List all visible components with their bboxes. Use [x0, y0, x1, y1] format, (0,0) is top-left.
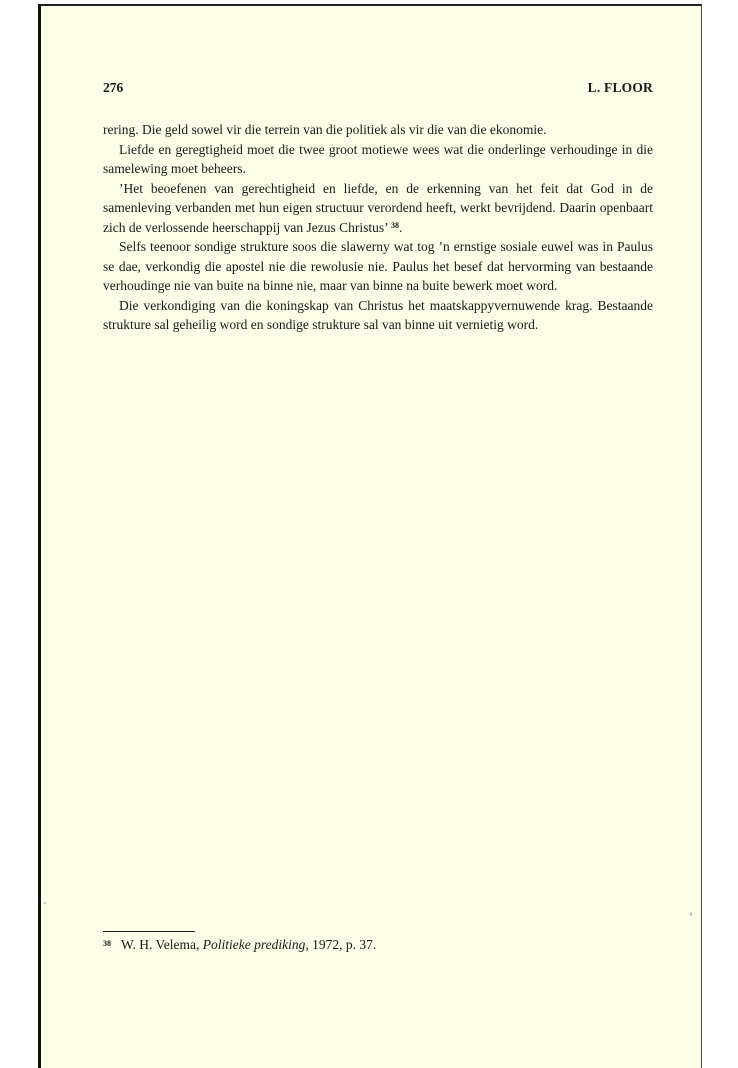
footnote-author: W. H. Velema, [121, 937, 200, 952]
footnote-reference: 38 [391, 220, 400, 230]
paragraph-4: Selfs teenoor sondige strukture soos die slawerny wat tog ’n ernstige sosiale euwel was in Paulus se dae, verkondig die apostel nie die rewolusie nie. Paulus het besef dat hervorming van bestaande verhoudinge nie van buite na binne nie, maar van binne na buite bewerk moet word. [103, 239, 653, 293]
paragraph-2: Liefde en geregtigheid moet die twee groot motiewe wees wat die onderlinge verhoudinge in die samelewing moet beheers. [103, 141, 653, 176]
paragraph-5: Die verkondiging van die koningskap van Christus het maatskappyvernuwende krag. Bestaande strukture sal geheilig word en sondige strukture sal van binne uit vernietig word. [103, 297, 653, 332]
scan-speck [690, 912, 692, 916]
paragraph-3 [103, 179, 653, 238]
quotation-end: . [399, 219, 403, 235]
footnote-rule [103, 931, 195, 932]
paragraph-1: rering. Die geld sowel vir die terrein van die politiek als vir die van die ekonomie. [103, 122, 547, 137]
footnote [103, 937, 653, 953]
quotation-text: ’Het beoefenen van gerechtigheid en liefde, en de erkenning van het feit dat God in de samenleving verbanden met hun eigen structuur verordend heeft, werkt bevrijdend. Daarin openbaart zich de verlossende heerschappij van Jezus Christus’ [103, 180, 653, 235]
body-text [103, 120, 653, 335]
scan-speck [44, 902, 46, 904]
footnote-number: 38 [103, 939, 111, 948]
footnote-title: Politieke prediking, [202, 937, 309, 952]
running-head: L. FLOOR [587, 80, 653, 95]
page-number: 276 [103, 80, 124, 95]
footnote-rest: 1972, p. 37. [312, 937, 377, 952]
